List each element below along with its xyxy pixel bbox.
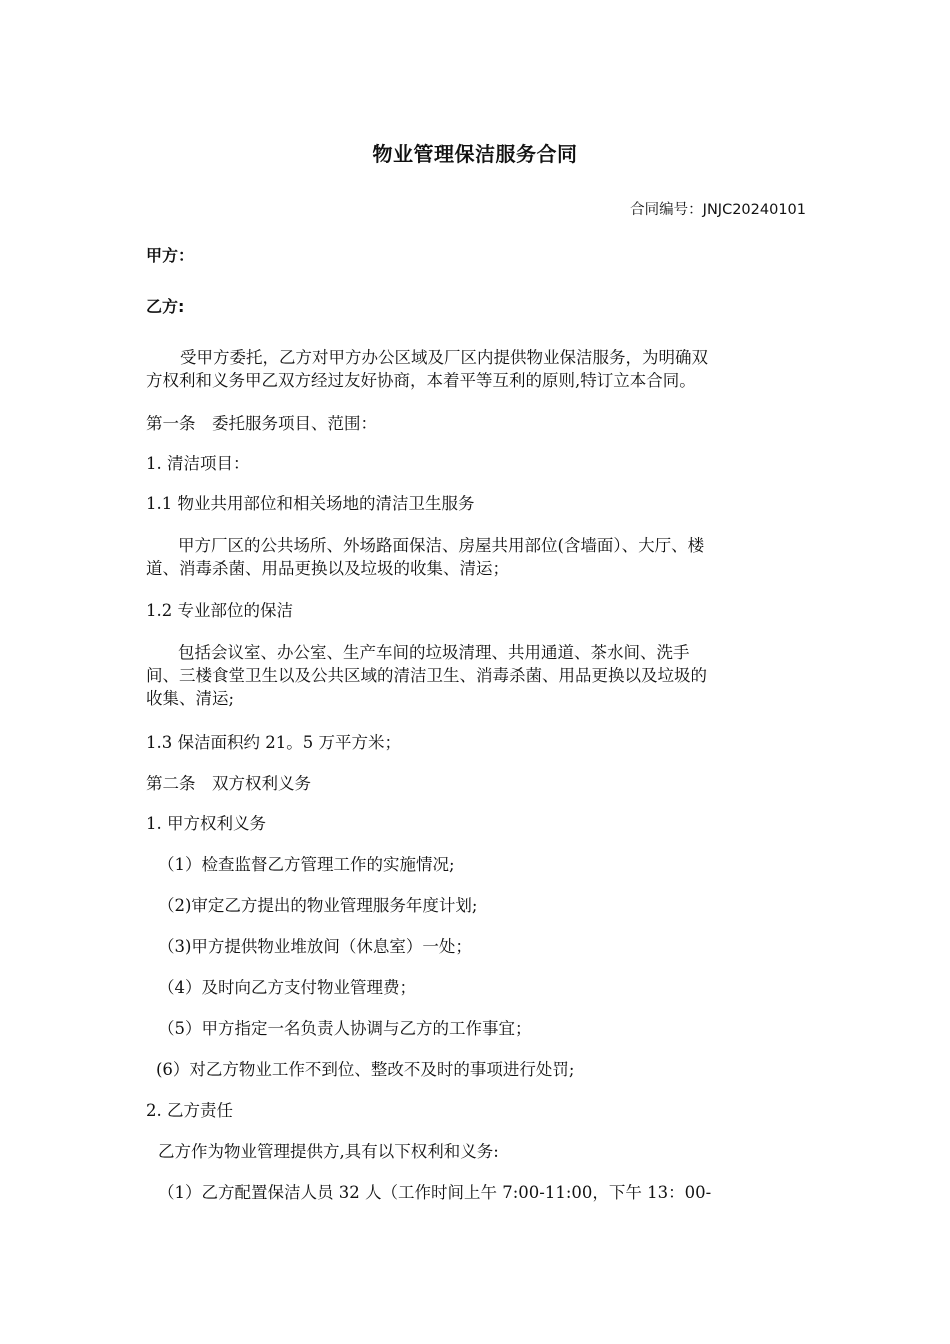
party-a-duty-item: (6）对乙方物业工作不到位、整改不及时的事项进行处罚; (156, 1060, 575, 1079)
party-b-duty-item: （1）乙方配置保洁人员 32 人（工作时间上午 7:00-11:00，下午 13：00- (158, 1183, 712, 1202)
section-1-1-heading: 1.1 物业共用部位和相关场地的清洁卫生服务 (146, 494, 475, 513)
paragraph-line: 收集、清运; (146, 689, 235, 708)
party-a-label: 甲方： (146, 246, 195, 265)
intro-paragraph (146, 346, 806, 392)
section-1-2-paragraph (146, 641, 806, 710)
paragraph-line: 间、三楼食堂卫生以及公共区域的清洁卫生、消毒杀菌、用品更换以及垃圾的 (146, 666, 707, 685)
party-a-duty-item: （2)审定乙方提出的物业管理服务年度计划; (158, 896, 478, 915)
party-a-duty-item: （1）检查监督乙方管理工作的实施情况; (158, 855, 455, 874)
paragraph-line: 道、消毒杀菌、用品更换以及垃圾的收集、清运； (146, 559, 509, 578)
party-b-label: 乙方: (146, 297, 185, 316)
section-2-1-heading: 1. 甲方权利义务 (146, 814, 266, 833)
section-1-heading: 1. 清洁项目： (146, 454, 250, 473)
party-a-duty-item: （5）甲方指定一名负责人协调与乙方的工作事宜； (158, 1019, 532, 1038)
contract-number: 合同编号：JNJC20240101 (630, 202, 806, 218)
section-1-3-text: 1.3 保洁面积约 21。5 万平方米； (146, 733, 401, 752)
article-1-title: 第一条 委托服务项目、范围： (146, 414, 377, 433)
party-a-duty-item: （3)甲方提供物业堆放间（休息室）一处； (158, 937, 472, 956)
party-b-intro: 乙方作为物业管理提供方,具有以下权利和义务: (158, 1142, 499, 1161)
intro-line: 方权利和义务甲乙双方经过友好协商，本着平等互利的原则,特订立本合同。 (146, 371, 696, 390)
section-1-2-heading: 1.2 专业部位的保洁 (146, 601, 293, 620)
paragraph-line: 甲方厂区的公共场所、外场路面保洁、房屋共用部位(含墙面）、大厅、楼 (178, 536, 705, 555)
intro-line: 受甲方委托，乙方对甲方办公区域及厂区内提供物业保洁服务，为明确双 (180, 348, 708, 367)
document-title: 物业管理保洁服务合同 (372, 142, 578, 166)
paragraph-line: 包括会议室、办公室、生产车间的垃圾清理、共用通道、茶水间、洗手 (178, 643, 690, 662)
section-1-1-paragraph (146, 534, 806, 580)
party-a-duty-item: （4）及时向乙方支付物业管理费； (158, 978, 416, 997)
article-2-title: 第二条 双方权利义务 (146, 774, 311, 793)
section-2-2-heading: 2. 乙方责任 (146, 1101, 233, 1120)
